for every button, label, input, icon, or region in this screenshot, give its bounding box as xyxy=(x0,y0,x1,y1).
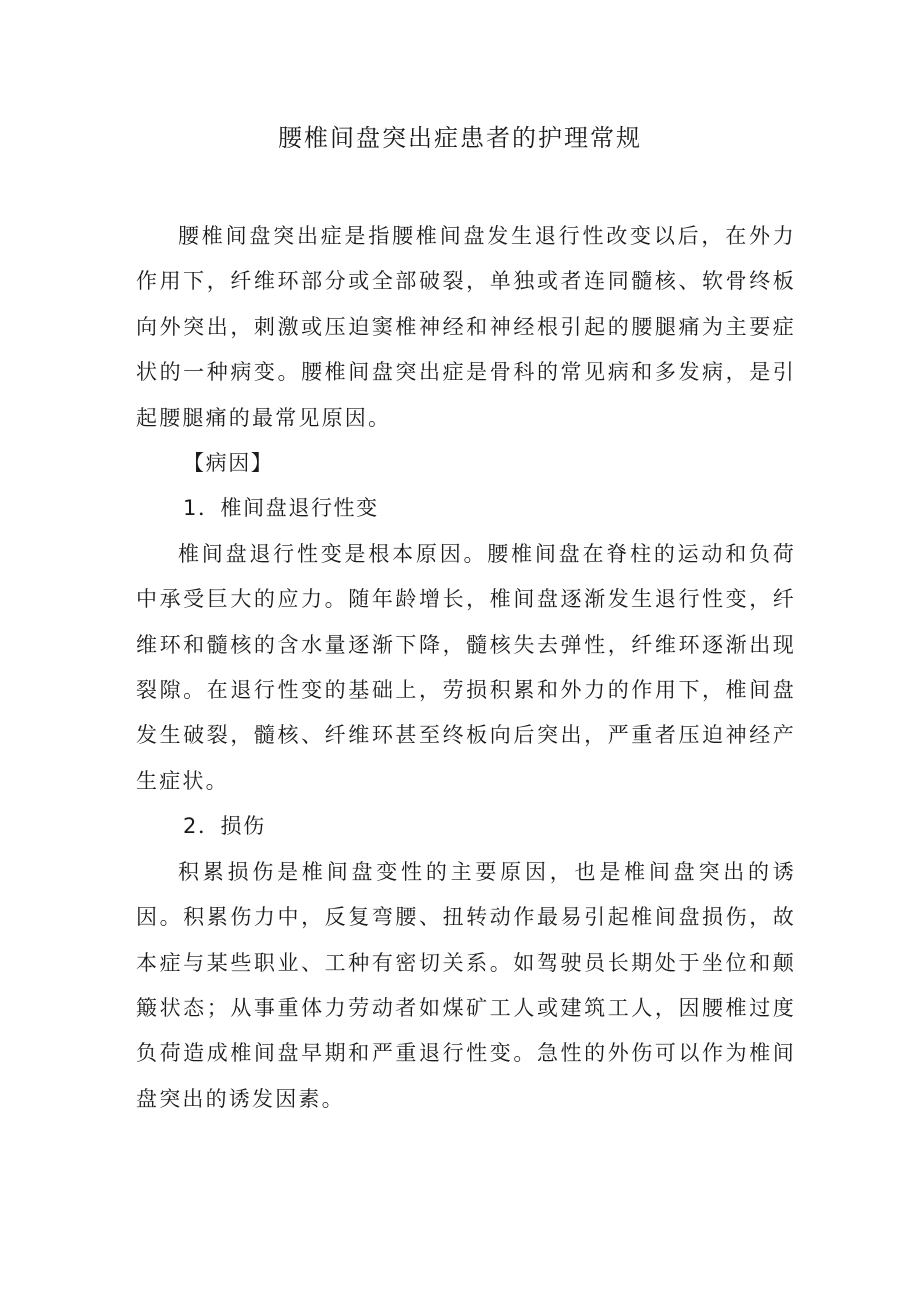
subheading-injury: 2．损伤 xyxy=(183,814,266,839)
paragraph-injury: 积累损伤是椎间盘变性的主要原因，也是椎间盘突出的诱因。积累伤力中，反复弯腰、扭转动作最易引起椎间盘损伤，故本症与某些职业、工种有密切关系。如驾驶员长期处于坐位和颠簸状态；从事重体力劳动者如煤矿工人或建筑工人，因腰椎过度负荷造成椎间盘早期和严重退行性变。急性的外伤可以作为椎间盘突出的诱发因素。 xyxy=(136,859,796,1111)
section-heading-cause: 【病因】 xyxy=(183,451,274,476)
paragraph-degeneration: 椎间盘退行性变是根本原因。腰椎间盘在脊柱的运动和负荷中承受巨大的应力。随年龄增长，椎间盘逐渐发生退行性变，纤维环和髓核的含水量逐渐下降，髓核失去弹性，纤维环逐渐出现裂隙。在退行性变的基础上，劳损积累和外力的作用下，椎间盘发生破裂，髓核、纤维环甚至终板向后突出，严重者压迫神经产生症状。 xyxy=(136,541,796,793)
document-title: 腰椎间盘突出症患者的护理常规 xyxy=(278,124,642,152)
subheading-degeneration: 1．椎间盘退行性变 xyxy=(183,496,379,521)
document-body xyxy=(136,214,796,1122)
intro-paragraph: 腰椎间盘突出症是指腰椎间盘发生退行性改变以后，在外力作用下，纤维环部分或全部破裂，单独或者连同髓核、软骨终板向外突出，刺激或压迫窦椎神经和神经根引起的腰腿痛为主要症状的一种病变。腰椎间盘突出症是骨科的常见病和多发病，是引起腰腿痛的最常见原因。 xyxy=(136,224,796,430)
